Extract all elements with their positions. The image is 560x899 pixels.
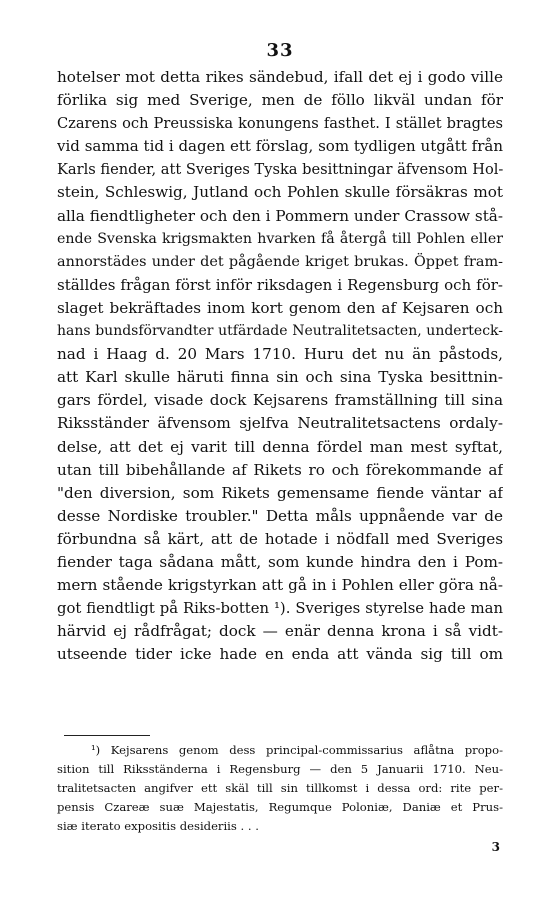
text-line: desse Nordiske troubler." Detta måls uppnående var de xyxy=(57,506,503,525)
text-line: ende Svenska krigsmakten hvarken få återgå till Pohlen eller xyxy=(57,230,503,247)
text-line: hotelser mot detta rikes sändebud, ifall det ej i godo ville xyxy=(57,68,503,86)
text-line: Czarens och Preussiska konungens fasthet. I stället bragtes xyxy=(57,115,503,133)
footnote-line: siæ iterato expositis desideriis . . . xyxy=(57,819,259,833)
footnote-line: sition till Riksständerna i Regensburg — den 5 Januarii 1710. Neu- xyxy=(57,762,503,776)
text-line: slaget bekräftades inom kort genom den af Kejsaren och xyxy=(57,298,503,317)
text-line: utan till bibehållande af Rikets ro och förekommande af xyxy=(57,460,503,479)
text-line: delse, att det ej varit till denna fördel man mest syftat, xyxy=(57,437,503,456)
text-line: hans bundsförvandter utfärdade Neutralitetsacten, underteck- xyxy=(57,323,503,340)
text-line: got fiendtligt på Riks-botten ¹). Sveriges styrelse hade man xyxy=(57,600,503,618)
text-line: "den diversion, som Rikets gemensame fiende väntar af xyxy=(57,483,503,502)
text-line: stein, Schleswig, Jutland och Pohlen skulle försäkras mot xyxy=(57,183,503,202)
text-line: nad i Haag d. 20 Mars 1710. Huru det nu än påstods, xyxy=(57,345,503,364)
text-line: utseende tider icke hade en enda att vända sig till om xyxy=(57,645,503,664)
page-number: 33 xyxy=(266,40,294,61)
text-line: mern stående krigstyrkan att gå in i Pohlen eller göra nå- xyxy=(57,576,503,595)
footnote-divider xyxy=(64,735,150,736)
text-line: ställdes frågan först inför riksdagen i Regensburg och för- xyxy=(57,275,503,294)
text-line: att Karl skulle häruti finna sin och sina Tyska besittnin- xyxy=(57,368,503,387)
text-line: förbundna så kärt, att de hotade i nödfall med Sveriges xyxy=(57,529,503,548)
text-line: fiender taga sådana mått, som kunde hindra den i Pom- xyxy=(57,552,503,571)
text-line: härvid ej rådfrågat; dock — enär denna krona i så vidt- xyxy=(57,622,503,641)
text-line: annorstädes under det pågående kriget brukas. Öppet fram- xyxy=(57,253,503,270)
footnote-line: ¹) Kejsarens genom dess principal-commissarius aflåtna propo- xyxy=(91,743,503,757)
text-line: vid samma tid i dagen ett förslag, som tydligen utgått från xyxy=(57,137,503,156)
text-line: gars fördel, visade dock Kejsarens framställning till sina xyxy=(57,391,503,410)
text-line: Karls fiender, att Sveriges Tyska besittningar äfvensom Hol- xyxy=(57,161,503,179)
text-line: förlika sig med Sverige, men de föllo likväl undan för xyxy=(57,91,503,110)
footnote-line: tralitetsacten angifver ett skäl till sin tillkomst i dessa ord: rite per- xyxy=(57,781,503,795)
footnote-line: pensis Czareæ suæ Majestatis, Regumque Poloniæ, Daniæ et Prus- xyxy=(57,800,503,814)
signature-mark: 3 xyxy=(491,840,500,854)
footnote xyxy=(57,741,503,836)
main-text xyxy=(57,66,503,666)
text-line: alla fiendtligheter och den i Pommern under Crassow stå- xyxy=(57,206,503,225)
text-line: Riksständer äfvensom sjelfva Neutralitetsactens ordaly- xyxy=(57,414,503,433)
